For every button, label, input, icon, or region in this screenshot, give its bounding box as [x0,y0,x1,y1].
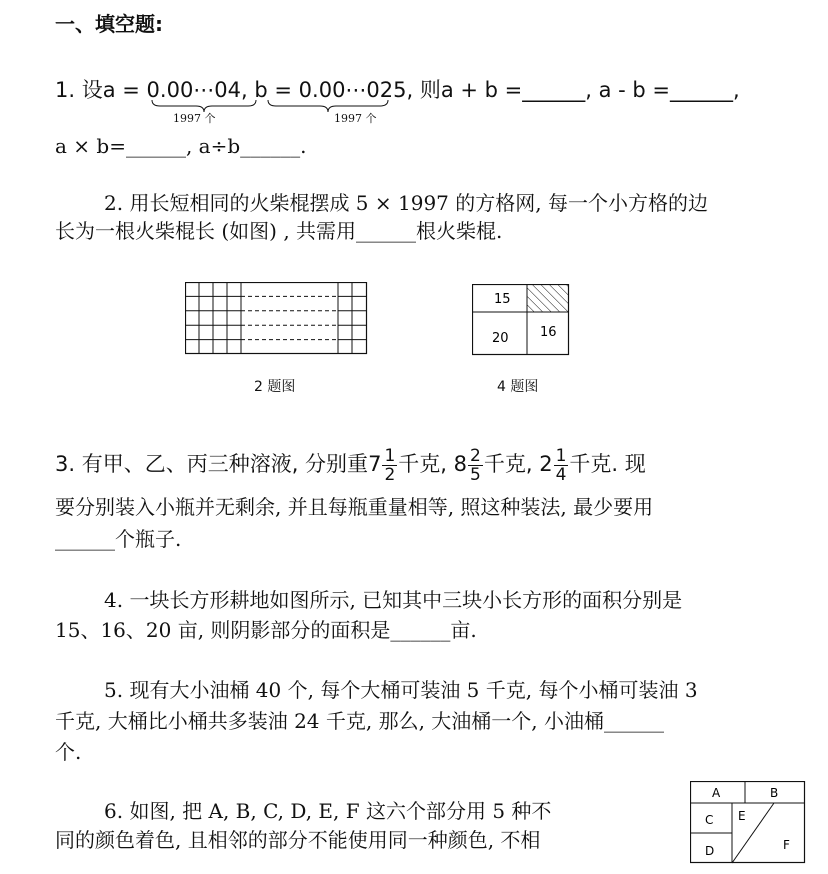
q3-lead: 3. 有甲、乙、丙三种溶液, 分别重 [55,452,369,476]
q5-line1: 5. 现有大小油桶 40 个, 每个大桶可装油 5 千克, 每个小桶可装油 3 [104,678,698,702]
shaded-region [528,285,569,313]
q1-b-label: , b = [241,78,292,102]
region-b: B [770,786,779,800]
q3-w2-fraction: $\frac{2}{5}$ [470,445,481,485]
q3-w1-whole: 7 [368,452,382,476]
q2-line2: 长为一根火柴棍长 (如图) , 共需用______根火柴棍. [55,219,503,243]
q1-a-value: 0.00⋯04 [146,78,242,102]
q5-line2: 千克, 大桶比小桶共多装油 24 千克, 那么, 大油桶一个, 小油桶______ [55,709,665,733]
q6-line2: 同的颜色着色, 且相邻的部分不能使用同一种颜色, 不相 [55,828,541,852]
figure2-grid [185,282,370,356]
q2-line1: 2. 用长短相同的火柴棍摆成 5 × 1997 的方格网, 每一个小方格的边 [104,191,708,215]
q3-line3: ______个瓶子. [55,527,182,551]
area-20: 20 [492,331,509,346]
q5-line3: 个. [55,740,82,764]
section-heading: 一、填空题: [55,12,163,36]
figure4-field [472,284,572,358]
region-f: F [783,838,790,852]
figure4-caption: 4 题图 [497,379,539,395]
figure2-caption: 2 题图 [254,379,296,395]
q1-tail: , 则a + b =______, a - b =______, [406,78,740,102]
q4-line2: 15、16、20 亩, 则阴影部分的面积是______亩. [55,618,477,642]
q1-lead: 1. 设a = [55,78,140,102]
region-a: A [712,786,721,800]
region-d: D [705,844,715,858]
area-15: 15 [494,292,511,307]
q6-line1: 6. 如图, 把 A, B, C, D, E, F 这六个部分用 5 种不 [104,799,552,823]
q3-line2: 要分别装入小瓶并无剩余, 并且每瓶重量相等, 照这种装法, 最少要用 [55,495,654,519]
figure6-regions [690,781,810,865]
q4-line1: 4. 一块长方形耕地如图所示, 已知其中三块小长方形的面积分别是 [104,588,683,612]
q1-line2: a × b=______, a÷b______. [55,134,307,158]
region-e: E [738,809,746,823]
q3-line1: 3. 有甲、乙、丙三种溶液, 分别重7 $\frac{1}{2}$ 千克, 8 $\frac{2}{5}$ 千克, 2 $\frac{1}{4}$ 千克. 现 [55,445,646,485]
q3-w3-fraction: $\frac{1}{4}$ [555,445,567,485]
region-c: C [705,813,714,827]
q3-w1-fraction: $\frac{1}{2}$ [384,445,396,485]
area-16: 16 [540,325,557,340]
q1-b-value: 0.00⋯025 [298,78,407,102]
q1-brace-note-a: 1997 个 [173,112,216,125]
q1-brace-note-b: 1997 个 [334,112,377,125]
